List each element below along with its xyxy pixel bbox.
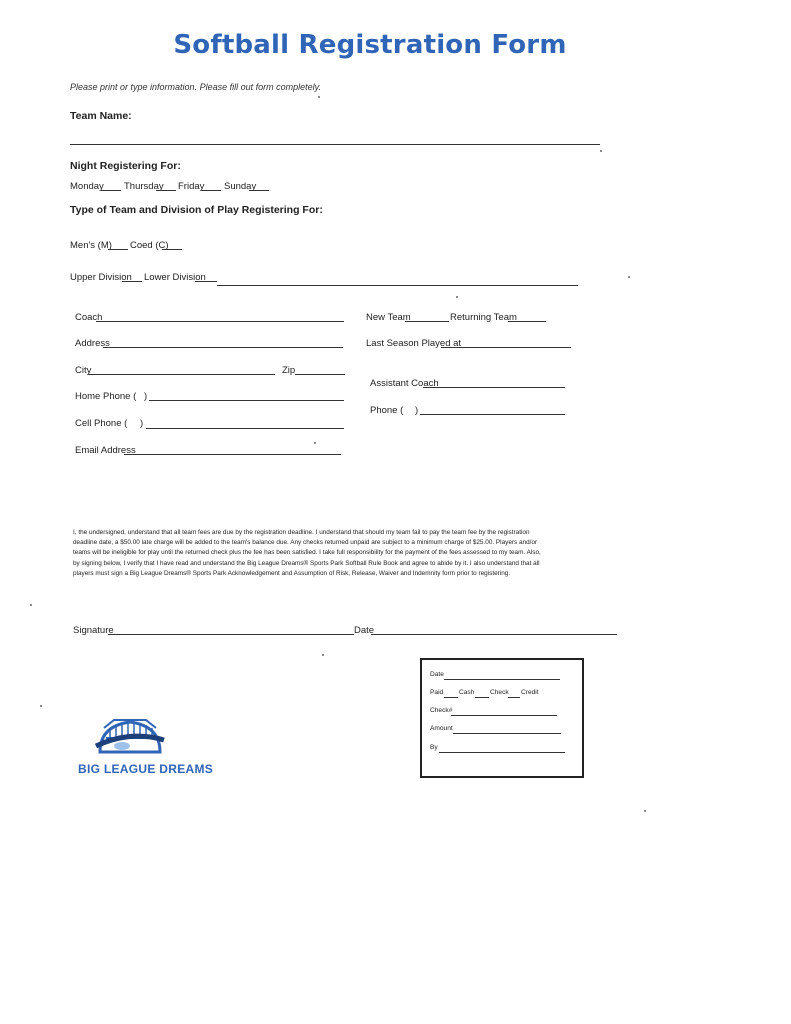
office-date-line[interactable] — [444, 679, 560, 680]
division-rule — [217, 285, 578, 286]
cell-phone-paren: ) — [140, 418, 144, 429]
office-check-no-line[interactable] — [451, 715, 557, 716]
returning-team-line[interactable] — [508, 321, 546, 322]
new-team-label: New Team — [366, 312, 411, 323]
new-team-line[interactable] — [405, 321, 449, 322]
last-season-label: Last Season Played at — [366, 338, 462, 349]
address-label: Address — [75, 338, 110, 349]
phone-paren: ) — [415, 405, 419, 416]
form-title: Softball Registration Form — [173, 30, 567, 60]
logo-wordmark: BIG LEAGUE DREAMS — [78, 762, 214, 776]
night-sunday-label: Sunday — [224, 181, 257, 192]
lower-division-line[interactable] — [195, 281, 217, 282]
home-phone-label: Home Phone ( — [75, 391, 137, 402]
assistant-coach-line[interactable] — [423, 387, 565, 388]
office-date-label: Date — [430, 671, 444, 678]
mens-line[interactable] — [108, 249, 128, 250]
cell-phone-label: Cell Phone ( — [75, 418, 128, 429]
assistant-coach-label: Assistant Coach — [370, 378, 439, 389]
office-paid-label: Paid — [430, 689, 444, 696]
office-cash-line[interactable] — [475, 697, 489, 698]
night-heading: Night Registering For: — [70, 160, 181, 172]
phone-line[interactable] — [420, 414, 565, 415]
agreement-text: I, the undersigned, understand that all team fees are due by the registration deadline. I understand that should my team fail to pay the team fee by the registration deadline date, a $50.00 late charge will be added to the team's balance due. Any checks returned unpaid are subject to a minimum charge of $25.00. Players and/or teams will be ineligible for play until the returned check plus the fee has been satisfied. I take full responsibility for the payment of the fees assessed to my team. Also, by signing below, I verify that I have read and understand the Big League Dreams® Sports Park Softball Rule Book and agree to abide by it. I also understand that all players must sign a Big League Dreams® Sports Park Acknowledgement and Assumption of Risk, Release, Waiver and Indemnity form prior to registering. — [73, 529, 541, 577]
office-credit-label: Credit — [521, 689, 539, 696]
night-thursday-line[interactable] — [156, 190, 176, 191]
signature-label: Signature — [73, 625, 114, 636]
night-friday-label: Friday — [178, 181, 205, 192]
date-line[interactable] — [371, 634, 617, 635]
intro-text: Please print or type information. Please fill out form completely. — [70, 82, 321, 92]
upper-division-line[interactable] — [122, 281, 142, 282]
big-league-dreams-logo-icon — [94, 712, 166, 760]
upper-division-label: Upper Division — [70, 272, 132, 283]
city-label: City — [75, 365, 92, 376]
last-season-line[interactable] — [441, 347, 571, 348]
returning-team-label: Returning Team — [450, 312, 517, 323]
cell-phone-line[interactable] — [146, 428, 344, 429]
office-check-no-label: Check# — [430, 707, 453, 714]
email-label: Email Address — [75, 445, 136, 456]
office-amount-label: Amount — [430, 725, 453, 732]
office-amount-line[interactable] — [453, 733, 561, 734]
night-sunday-line[interactable] — [249, 190, 269, 191]
team-name-label: Team Name: — [70, 110, 132, 122]
coed-label: Coed (C) — [130, 240, 169, 251]
office-use-box — [420, 658, 584, 778]
email-line[interactable] — [124, 454, 341, 455]
night-thursday-label: Thursday — [124, 181, 164, 192]
zip-line[interactable] — [295, 374, 345, 375]
night-friday-line[interactable] — [201, 190, 221, 191]
office-check-label: Check — [490, 689, 509, 696]
mens-label: Men's (M) — [70, 240, 112, 251]
signature-line[interactable] — [108, 634, 354, 635]
office-paid-line[interactable] — [444, 697, 458, 698]
coach-label: Coach — [75, 312, 103, 323]
coach-line[interactable] — [96, 321, 344, 322]
office-cash-label: Cash — [459, 689, 475, 696]
type-heading: Type of Team and Division of Play Registering For: — [70, 204, 323, 216]
lower-division-label: Lower Division — [144, 272, 206, 283]
date-label: Date — [354, 625, 375, 636]
city-line[interactable] — [88, 374, 275, 375]
address-line[interactable] — [103, 347, 343, 348]
coed-line[interactable] — [162, 249, 182, 250]
night-monday-label: Monday — [70, 181, 104, 192]
office-by-line[interactable] — [439, 752, 565, 753]
home-phone-line[interactable] — [149, 400, 344, 401]
night-monday-line[interactable] — [101, 190, 121, 191]
office-check-line[interactable] — [508, 697, 520, 698]
phone-label: Phone ( — [370, 405, 404, 416]
zip-label: Zip — [282, 365, 296, 376]
office-by-label: By — [430, 744, 438, 751]
team-name-line[interactable] — [70, 144, 600, 145]
home-phone-paren: ) — [144, 391, 148, 402]
